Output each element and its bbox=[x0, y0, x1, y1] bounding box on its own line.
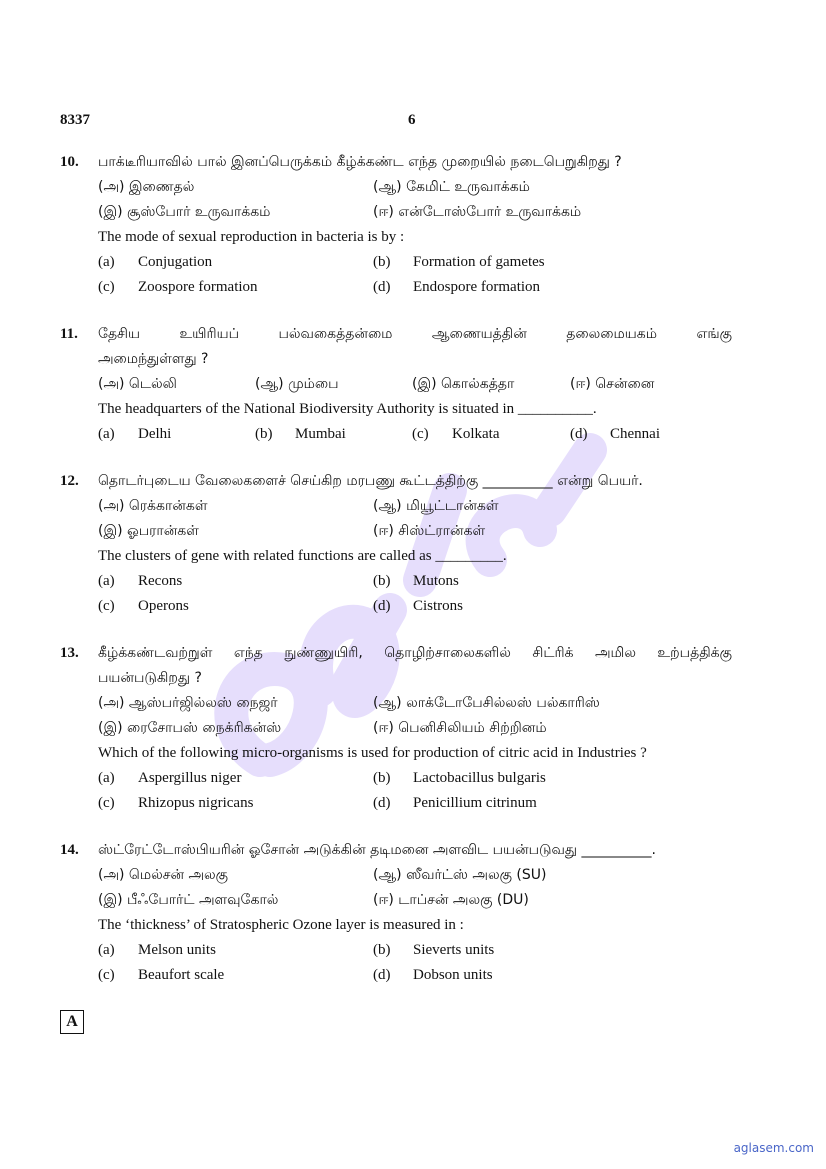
option-label: (b) bbox=[255, 426, 273, 442]
tamil-options bbox=[98, 175, 732, 225]
tamil-option: (அ) ரெக்கான்கள் bbox=[98, 498, 208, 514]
option-label: (c) bbox=[98, 967, 115, 983]
option bbox=[98, 275, 373, 300]
option bbox=[373, 791, 732, 816]
question bbox=[60, 641, 732, 816]
option-text: Lactobacillus bulgaris bbox=[413, 770, 546, 786]
tamil-options bbox=[98, 863, 732, 913]
tamil-option: (ஆ) மியூட்டான்கள் bbox=[373, 498, 499, 514]
option bbox=[98, 766, 373, 791]
question-number: 12. bbox=[60, 473, 79, 489]
option-text: Penicillium citrinum bbox=[413, 795, 537, 811]
option-text: Zoospore formation bbox=[138, 279, 258, 295]
question bbox=[60, 469, 732, 619]
option-label: (b) bbox=[373, 942, 391, 958]
footer-site: aglasem.com bbox=[733, 1141, 814, 1155]
option-label: (a) bbox=[98, 770, 115, 786]
tamil-question-line: தேசிய உயிரியப் பல்வகைத்தன்மை ஆணையத்தின் தலைமையகம் எங்கு bbox=[98, 326, 732, 342]
tamil-question-line: தொடர்புடைய வேலைகளைச் செய்கிற மரபணு கூட்டத்திற்கு __________ என்று பெயர். bbox=[98, 473, 643, 489]
tamil-question-line: அமைந்துள்ளது ? bbox=[98, 351, 209, 367]
tamil-options bbox=[98, 494, 732, 544]
option bbox=[98, 963, 373, 988]
tamil-option: (ஆ) லாக்டோபேசில்லஸ் பல்காரிஸ் bbox=[373, 695, 600, 711]
english-question: The headquarters of the National Biodiversity Authority is situated in __________. bbox=[98, 401, 597, 417]
option bbox=[373, 963, 732, 988]
tamil-option: (இ) பீஃபோர்ட் அளவுகோல் bbox=[98, 892, 279, 908]
option-text: Endospore formation bbox=[413, 279, 541, 295]
page-number: 6 bbox=[408, 112, 416, 128]
question-number: 13. bbox=[60, 645, 79, 661]
tamil-option: (இ) ஓபரான்கள் bbox=[98, 523, 199, 539]
question bbox=[60, 322, 732, 447]
questions bbox=[60, 150, 732, 988]
english-question: Which of the following micro-organisms is used for production of citric acid in Industries ? bbox=[98, 745, 647, 761]
english-options bbox=[98, 766, 732, 816]
option-label: (c) bbox=[412, 426, 429, 442]
tamil-option: (அ) இணைதல் bbox=[98, 179, 195, 195]
option-text: Recons bbox=[138, 573, 183, 589]
tamil-option: (ஆ) கேமிட் உருவாக்கம் bbox=[373, 179, 530, 195]
question-body bbox=[98, 838, 732, 988]
option-text: Operons bbox=[138, 598, 189, 614]
option-label: (c) bbox=[98, 795, 115, 811]
option-text: Formation of gametes bbox=[413, 254, 545, 270]
question-body bbox=[98, 150, 732, 300]
tamil-question-line: பயன்படுகிறது ? bbox=[98, 670, 202, 686]
tamil-question-line: பாக்டீரியாவில் பால் இனப்பெருக்கம் கீழ்க்கண்ட எந்த முறையில் நடைபெறுகிறது ? bbox=[98, 154, 622, 170]
option bbox=[98, 422, 255, 447]
option-label: (d) bbox=[373, 967, 391, 983]
option bbox=[98, 791, 373, 816]
option-text: Rhizopus nigricans bbox=[138, 795, 254, 811]
option-text: Conjugation bbox=[138, 254, 213, 270]
option-label: (b) bbox=[373, 770, 391, 786]
option bbox=[373, 594, 732, 619]
option bbox=[98, 250, 373, 275]
tamil-option: (ஈ) சிஸ்ட்ரான்கள் bbox=[373, 523, 486, 539]
tamil-option: (அ) மெல்சன் அலகு bbox=[98, 867, 229, 883]
tamil-option: (ஈ) என்டோஸ்போர் உருவாக்கம் bbox=[373, 204, 582, 220]
option bbox=[373, 569, 732, 594]
option-label: (a) bbox=[98, 254, 115, 270]
question-number: 10. bbox=[60, 154, 79, 170]
question-body bbox=[98, 641, 732, 816]
option-text: Melson units bbox=[138, 942, 216, 958]
tamil-option: (ஈ) டாப்சன் அலகு (DU) bbox=[373, 892, 529, 908]
english-options bbox=[98, 938, 732, 988]
tamil-option: (ஆ) மும்பை bbox=[255, 376, 339, 392]
option bbox=[373, 766, 732, 791]
booklet-series-box: A bbox=[60, 1010, 84, 1034]
english-question: The ‘thickness’ of Stratospheric Ozone layer is measured in : bbox=[98, 917, 464, 933]
option-text: Delhi bbox=[138, 426, 172, 442]
option bbox=[98, 594, 373, 619]
tamil-option: (இ) சூஸ்போர் உருவாக்கம் bbox=[98, 204, 271, 220]
english-question: The clusters of gene with related functions are called as _________. bbox=[98, 548, 507, 564]
option bbox=[255, 422, 412, 447]
english-options bbox=[98, 569, 732, 619]
option bbox=[98, 569, 373, 594]
tamil-option: (ஈ) பெனிசிலியம் சிற்றினம் bbox=[373, 720, 547, 736]
option-label: (b) bbox=[373, 254, 391, 270]
option-label: (d) bbox=[373, 598, 391, 614]
option-label: (a) bbox=[98, 426, 115, 442]
option-label: (a) bbox=[98, 573, 115, 589]
option-label: (b) bbox=[373, 573, 391, 589]
paper-code: 8337 bbox=[60, 112, 90, 128]
english-question: The mode of sexual reproduction in bacteria is by : bbox=[98, 229, 405, 245]
option-text: Dobson units bbox=[413, 967, 493, 983]
option-label: (d) bbox=[570, 426, 588, 442]
option-text: Beaufort scale bbox=[138, 967, 225, 983]
option-text: Kolkata bbox=[452, 426, 500, 442]
option bbox=[373, 275, 732, 300]
option-text: Aspergillus niger bbox=[138, 770, 242, 786]
option bbox=[373, 938, 732, 963]
tamil-option: (இ) ரைசோபஸ் நைக்ரிகன்ஸ் bbox=[98, 720, 282, 736]
question-number: 14. bbox=[60, 842, 79, 858]
tamil-option: (ஈ) சென்னை bbox=[570, 376, 655, 392]
tamil-option: (அ) ஆஸ்பர்ஜில்லஸ் நைஜர் bbox=[98, 695, 278, 711]
option bbox=[570, 422, 732, 447]
option-label: (c) bbox=[98, 279, 115, 295]
option bbox=[373, 250, 732, 275]
tamil-options bbox=[98, 372, 732, 397]
question-body bbox=[98, 469, 732, 619]
question-body bbox=[98, 322, 732, 447]
option bbox=[412, 422, 570, 447]
option-label: (a) bbox=[98, 942, 115, 958]
option-text: Sieverts units bbox=[413, 942, 495, 958]
question bbox=[60, 150, 732, 300]
tamil-question-line: ஸ்ட்ரேட்டோஸ்பியரின் ஓசோன் அடுக்கின் தடிமனை அளவிட பயன்படுவது __________. bbox=[98, 842, 656, 858]
tamil-option: (அ) டெல்லி bbox=[98, 376, 177, 392]
question bbox=[60, 838, 732, 988]
english-options bbox=[98, 422, 732, 447]
option-text: Chennai bbox=[610, 426, 660, 442]
english-options bbox=[98, 250, 732, 300]
tamil-question-line: கீழ்க்கண்டவற்றுள் எந்த நுண்ணுயிரி, தொழிற்சாலைகளில் சிட்ரிக் அமில உற்பத்திக்கு bbox=[98, 645, 732, 661]
tamil-option: (ஆ) ஸீவர்ட்ஸ் அலகு (SU) bbox=[373, 867, 547, 883]
option-text: Cistrons bbox=[413, 598, 464, 614]
tamil-option: (இ) கொல்கத்தா bbox=[412, 376, 515, 392]
option bbox=[98, 938, 373, 963]
option-label: (d) bbox=[373, 795, 391, 811]
question-number: 11. bbox=[60, 326, 78, 342]
option-label: (c) bbox=[98, 598, 115, 614]
tamil-options bbox=[98, 691, 732, 741]
option-text: Mutons bbox=[413, 573, 459, 589]
option-label: (d) bbox=[373, 279, 391, 295]
option-text: Mumbai bbox=[295, 426, 346, 442]
